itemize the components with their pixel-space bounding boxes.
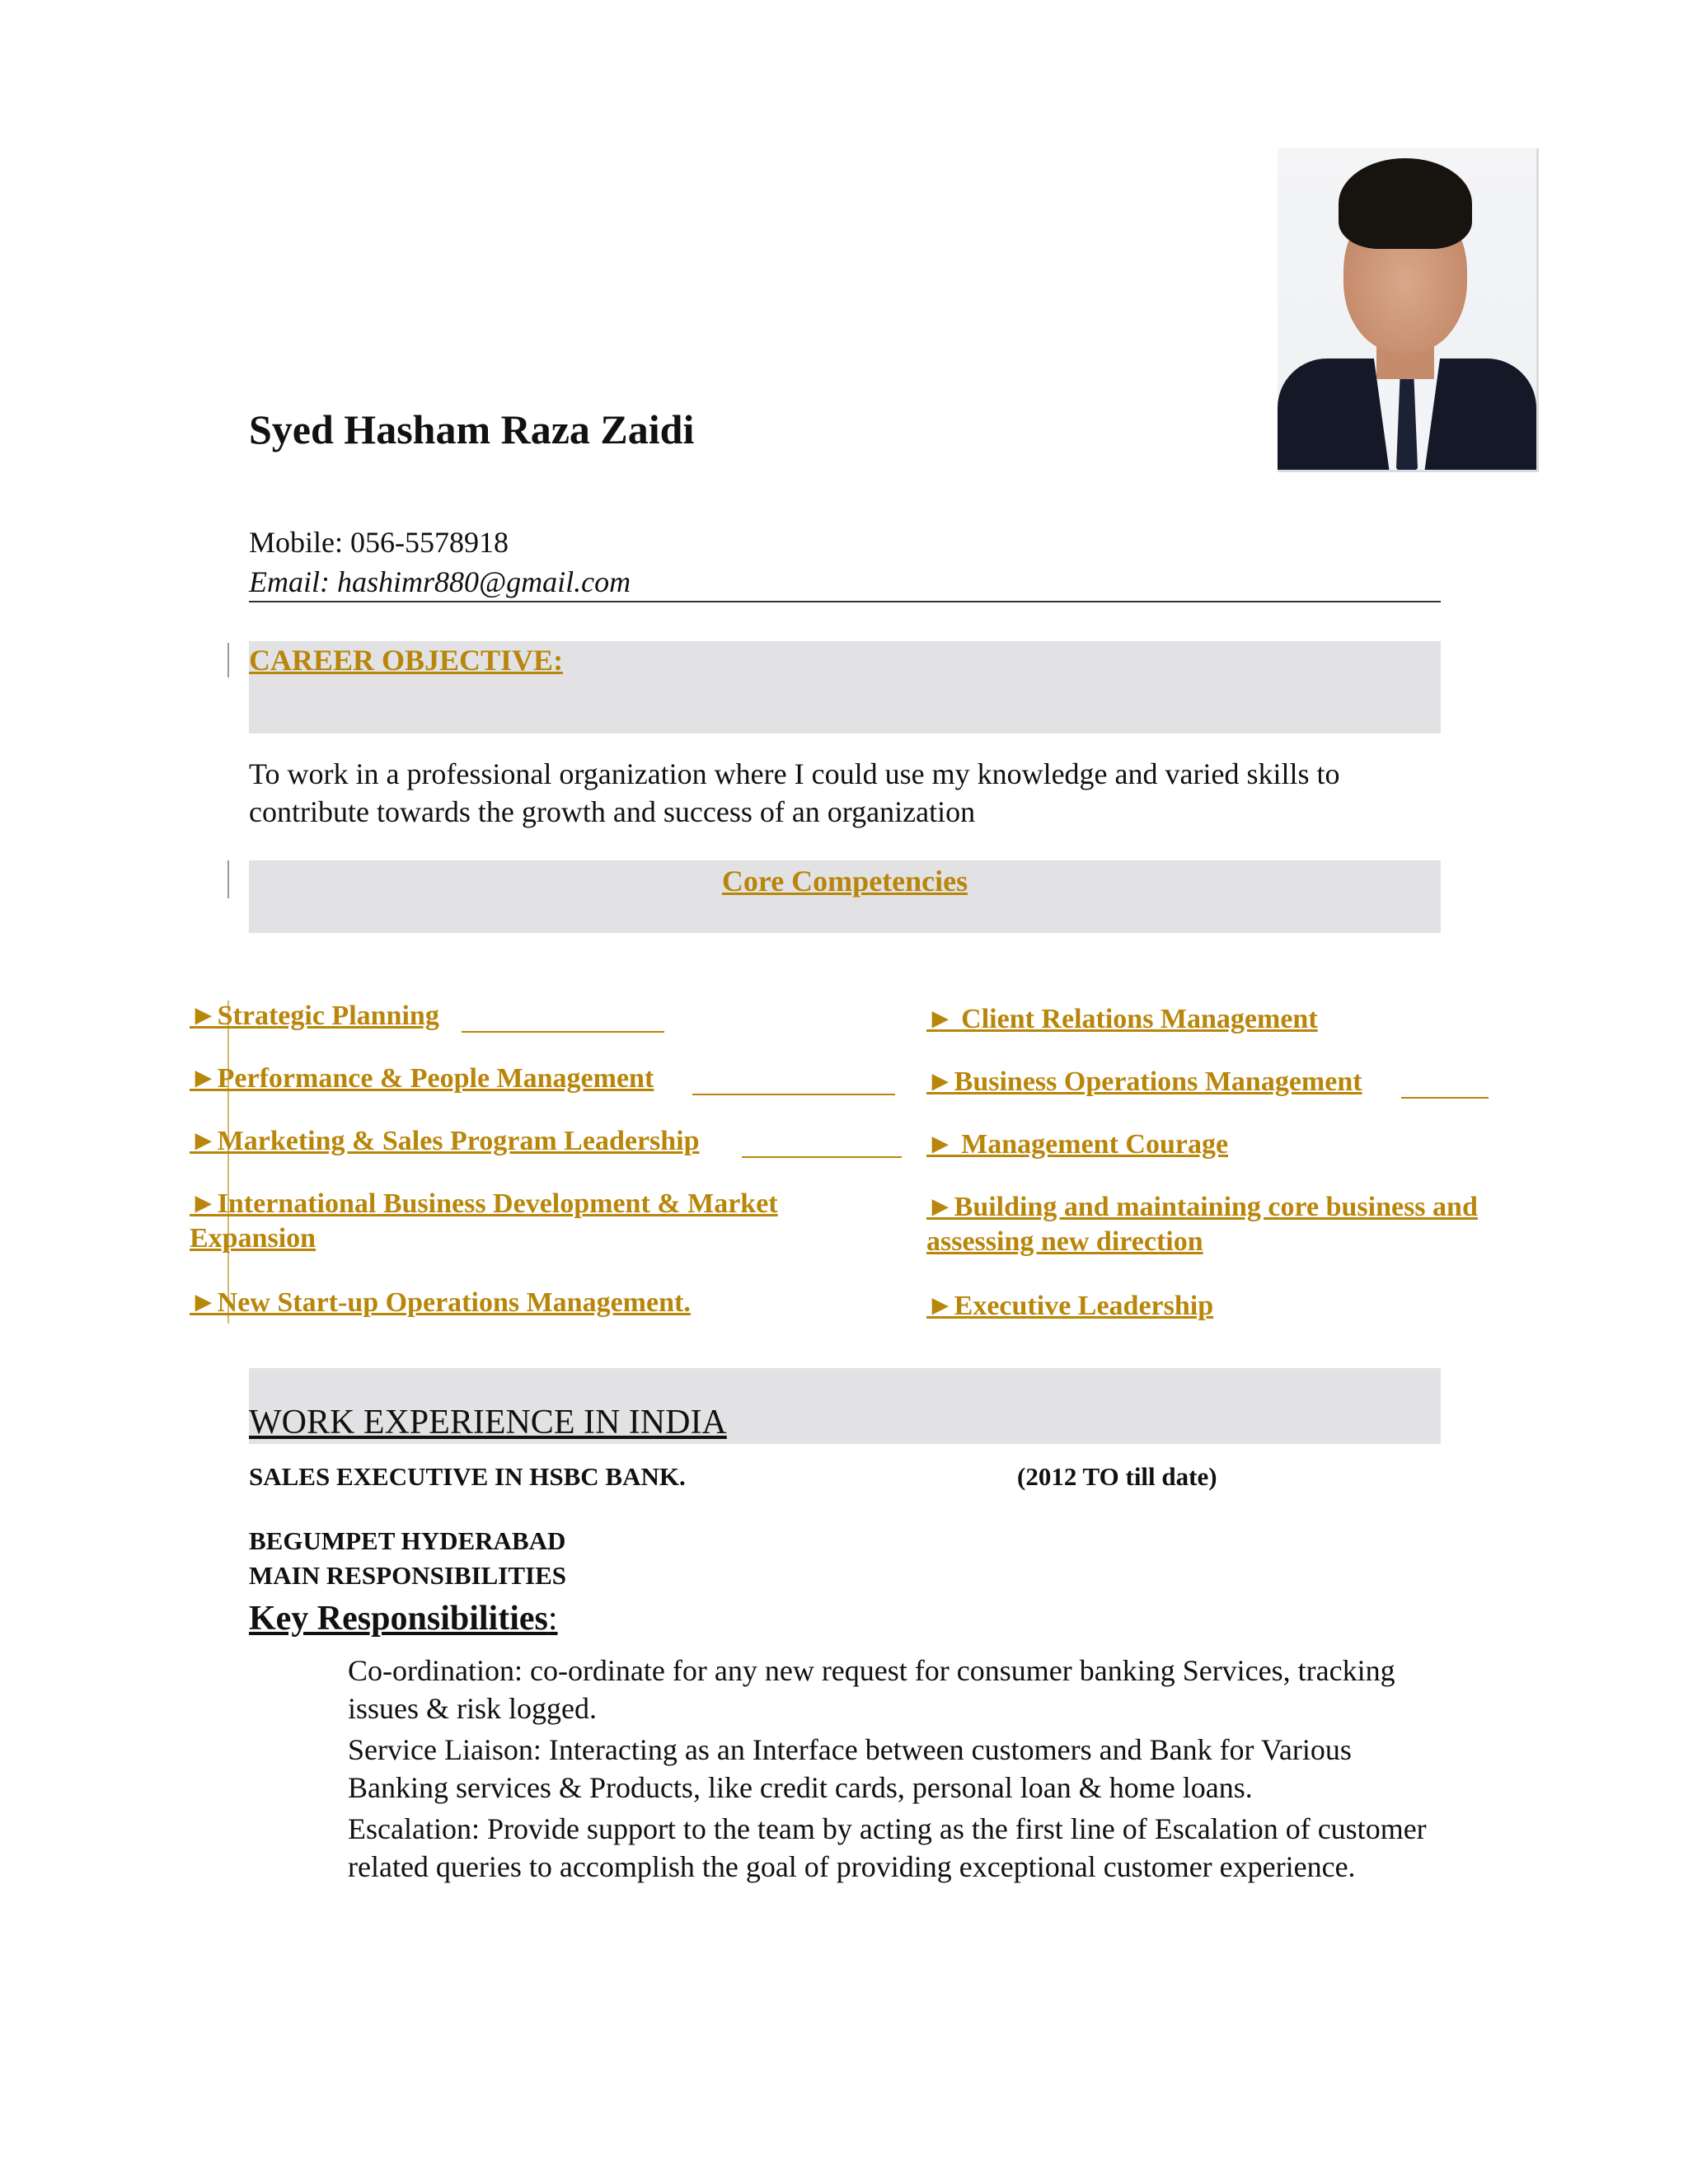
job-position: SALES EXECUTIVE IN HSBC BANK. bbox=[249, 1462, 686, 1491]
competency-underline bbox=[1401, 1097, 1489, 1099]
career-objective-text: To work in a professional organization where I could use my knowledge and varied skills to contribute towards the growth and success of an organization bbox=[249, 757, 1340, 828]
competency-underline bbox=[742, 1156, 902, 1158]
competency-item: ►Marketing & Sales Program Leadership bbox=[190, 1126, 700, 1156]
contact-block bbox=[249, 523, 631, 602]
responsibility-list bbox=[288, 1652, 1442, 1889]
responsibility-text: Service Liaison: Interacting as an Interface between customers and Bank for Various Banking services & Products, like credit cards, personal loan & home loans. bbox=[348, 1733, 1352, 1804]
main-responsibilities-label: MAIN RESPONSIBILITIES bbox=[249, 1561, 567, 1590]
competency-item: ►Business Operations Management bbox=[926, 1066, 1362, 1097]
key-responsibilities-colon: : bbox=[547, 1600, 558, 1638]
core-competencies-heading: Core Competencies bbox=[721, 865, 968, 898]
competency-item: ►International Business Development & Market Expansion bbox=[190, 1188, 778, 1254]
competency-item: ►New Start-up Operations Management. bbox=[190, 1287, 691, 1318]
responsibility-text: Co-ordination: co-ordinate for any new request for consumer banking Services, tracking issues & risk logged. bbox=[348, 1654, 1395, 1725]
section-marker bbox=[227, 860, 229, 898]
competency-item: ►Strategic Planning bbox=[190, 1001, 439, 1031]
competency-underline bbox=[462, 1031, 664, 1033]
list-item bbox=[288, 1731, 1442, 1807]
job-location: BEGUMPET HYDERABAD bbox=[249, 1526, 566, 1555]
profile-photo bbox=[1278, 148, 1539, 472]
mobile-number: Mobile: 056-5578918 bbox=[249, 526, 509, 559]
responsibility-text: Escalation: Provide support to the team by acting as the first line of Escalation of customer related queries to accomplish the goal of providing exceptional customer experience. bbox=[348, 1812, 1427, 1883]
competency-column-guide bbox=[227, 1001, 229, 1324]
candidate-name: Syed Hasham Raza Zaidi bbox=[249, 406, 695, 452]
competency-item: ► Management Courage bbox=[926, 1129, 1229, 1160]
work-experience-heading: WORK EXPERIENCE IN INDIA bbox=[249, 1404, 727, 1441]
job-period: (2012 TO till date) bbox=[1017, 1462, 1217, 1491]
competency-item: ►Building and maintaining core business and assessing new direction bbox=[926, 1192, 1478, 1257]
competency-item: ►Performance & People Management bbox=[190, 1063, 654, 1094]
key-responsibilities-heading bbox=[249, 1599, 558, 1638]
career-objective-heading: CAREER OBJECTIVE: bbox=[249, 644, 564, 677]
competency-item: ►Executive Leadership bbox=[926, 1291, 1214, 1321]
competency-underline bbox=[692, 1094, 895, 1095]
section-marker bbox=[227, 643, 229, 677]
header-divider bbox=[249, 601, 1441, 602]
key-responsibilities-label: Key Responsibilities bbox=[249, 1600, 548, 1638]
list-item bbox=[288, 1652, 1442, 1727]
list-item bbox=[288, 1810, 1442, 1886]
competency-item: ► Client Relations Management bbox=[926, 1004, 1318, 1034]
email-address: Email: hashimr880@gmail.com bbox=[249, 565, 631, 598]
